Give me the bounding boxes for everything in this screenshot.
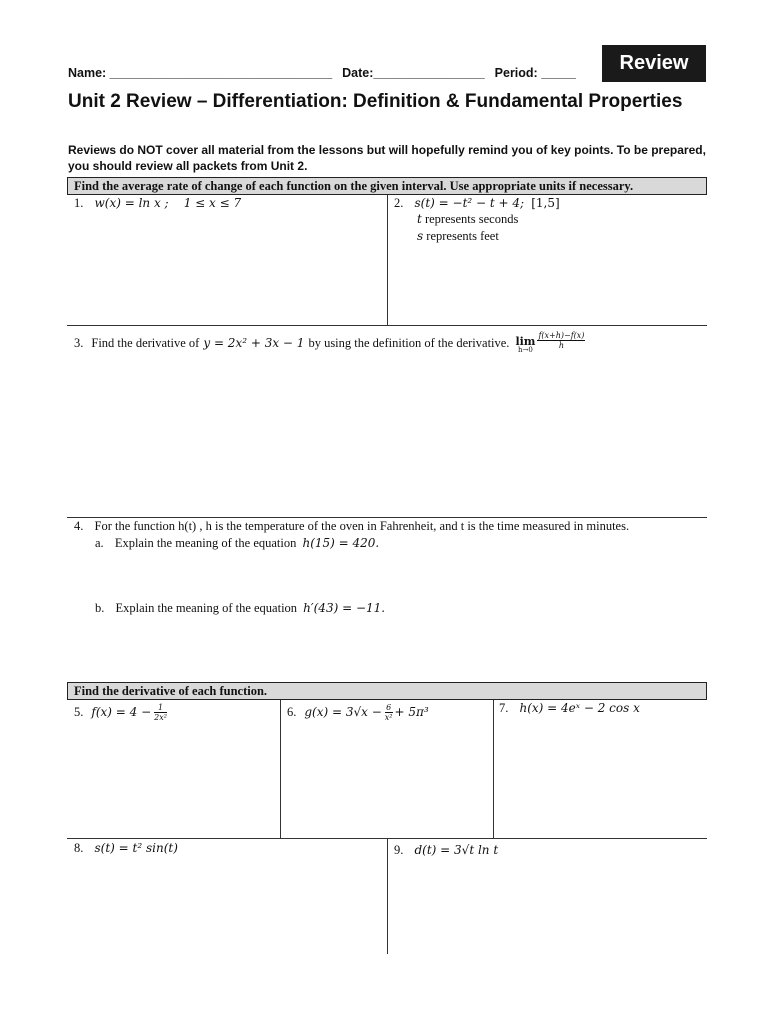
q4b-text: Explain the meaning of the equation — [115, 601, 298, 615]
q4b-label: b. — [95, 601, 105, 615]
question-6 — [287, 703, 429, 722]
q2-note-seconds: t represents seconds — [417, 212, 519, 226]
q5-function: f(x) = 4 − — [91, 705, 152, 719]
q7-function: h(x) = 4eˣ − 2 cos x — [519, 701, 640, 715]
q4a-equation: h(15) = 420. — [302, 536, 380, 550]
question-8 — [74, 840, 178, 857]
q3-text2: by using the definition of the derivative. — [308, 335, 510, 350]
q2-number: 2. — [394, 196, 404, 210]
q5-fraction: $\frac{1}{\text{2x²}}$ — [154, 703, 167, 722]
question-2 — [394, 195, 560, 212]
question-5 — [74, 703, 167, 722]
q3-function: y = 2x² + 3x − 1 — [203, 335, 305, 350]
section2-divider-2 — [493, 700, 494, 838]
page-title: Unit 2 Review – Differentiation: Definition & Fundamental Properties — [68, 91, 683, 112]
section1-divider — [387, 195, 388, 325]
q8-function: s(t) = t² sin(t) — [94, 841, 178, 855]
question-1 — [74, 195, 241, 212]
q3-text: Find the derivative of — [91, 335, 200, 350]
q2-function: s(t) = −t² − t + 4; — [414, 196, 525, 210]
difference-quotient: $\frac{f(x+h)-f(x)}{h}$ — [538, 330, 585, 350]
question-7 — [499, 700, 640, 717]
q6-function-b: + 5π³ — [394, 705, 429, 719]
intro-text: Reviews do NOT cover all material from the lessons but will hopefully remind you of key points. To be prepared, you should review all packets from Unit 2. — [68, 143, 706, 173]
review-badge: Review — [602, 45, 706, 82]
divider-q3 — [67, 325, 707, 326]
section2-divider-3 — [387, 838, 388, 954]
q4a-label: a. — [95, 536, 104, 550]
date-field[interactable]: Date:________________ — [342, 66, 485, 80]
question-4 — [74, 518, 629, 535]
question-4b — [95, 600, 385, 617]
question-3 — [74, 331, 585, 355]
q6-function-a: g(x) = 3√x − — [304, 705, 382, 719]
q2-note-feet: s represents feet — [417, 229, 499, 243]
section2-divider-1 — [280, 700, 281, 838]
q4b-equation: h′(43) = −11. — [303, 601, 386, 615]
q1-function: w(x) = ln x ; — [94, 196, 169, 210]
period-field[interactable]: Period: _____ — [494, 66, 576, 80]
q3-number: 3. — [74, 335, 84, 350]
limit-notation: lim h→0 — [515, 335, 536, 354]
q5-number: 5. — [74, 705, 84, 719]
header-fields — [68, 66, 576, 80]
section1-banner: Find the average rate of change of each function on the given interval. Use appropriate units if necessary. — [67, 177, 707, 195]
section2-banner: Find the derivative of each function. — [67, 682, 707, 700]
q9-function: d(t) = 3√t ln t — [414, 843, 499, 857]
q2-interval: [1,5] — [531, 196, 560, 210]
q6-fraction: $\frac{6}{\text{x²}}$ — [384, 703, 393, 722]
q8-number: 8. — [74, 841, 84, 855]
q6-number: 6. — [287, 705, 297, 719]
q4-number: 4. — [74, 519, 84, 533]
name-field[interactable]: Name: ________________________________ — [68, 66, 333, 80]
question-9 — [394, 842, 498, 859]
q7-number: 7. — [499, 701, 509, 715]
q9-number: 9. — [394, 843, 404, 857]
q4a-text: Explain the meaning of the equation — [114, 536, 297, 550]
question-4a — [95, 535, 379, 552]
q1-number: 1. — [74, 196, 84, 210]
q4-text: For the function h(t) , h is the temperature of the oven in Fahrenheit, and t is the time measured in minutes. — [94, 519, 630, 533]
q1-interval: 1 ≤ x ≤ 7 — [183, 196, 242, 210]
